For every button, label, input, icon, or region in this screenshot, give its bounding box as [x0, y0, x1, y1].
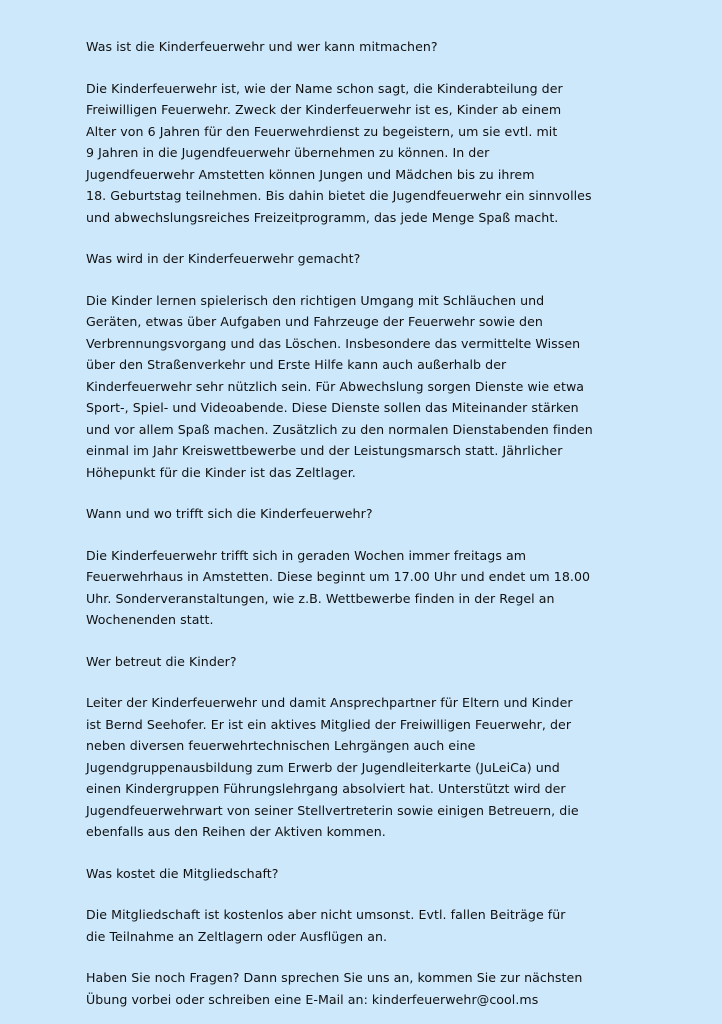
text-line: Sport-, Spiel- und Videoabende. Diese Dienste sollen das Miteinander stärken: [86, 400, 579, 415]
section-paragraph: [86, 967, 682, 1010]
section-question: [86, 503, 682, 525]
section-question: [86, 36, 682, 58]
text-line: Feuerwehrhaus in Amstetten. Diese beginnt um 17.00 Uhr und endet um 18.00: [86, 569, 591, 584]
section-question: [86, 863, 682, 885]
text-line: 9 Jahren in die Jugendfeuerwehr übernehmen zu können. In der: [86, 145, 490, 160]
text-line: die Teilnahme an Zeltlagern oder Ausflügen an.: [86, 928, 388, 944]
text-line: Was kostet die Mitgliedschaft?: [86, 865, 279, 881]
text-line: Die Kinderfeuerwehr trifft sich in geraden Wochen immer freitags am: [86, 547, 527, 563]
text-line: Verbrennungsvorgang und das Löschen. Insbesondere das vermittelte Wissen: [86, 335, 581, 351]
text-line: Uhr. Sonderveranstaltungen, wie z.B. Wettbewerbe finden in der Regel an: [86, 590, 555, 606]
text-line: 18. Geburtstag teilnehmen. Bis dahin bietet die Jugendfeuerwehr ein sinnvolles: [86, 188, 592, 203]
text-line: Höhepunkt für die Kinder ist das Zeltlager.: [86, 464, 356, 480]
text-line: und abwechslungsreiches Freizeitprogramm, das jede Menge Spaß macht.: [86, 209, 559, 225]
text-line: Übung vorbei oder schreiben eine E-Mail an: kinderfeuerwehr@cool.ms: [86, 991, 539, 1007]
text-line: Haben Sie noch Fragen? Dann sprechen Sie uns an, kommen Sie zur nächsten: [86, 970, 583, 985]
section-paragraph: [86, 904, 682, 947]
section-paragraph: [86, 692, 682, 843]
text-line: Die Mitgliedschaft ist kostenlos aber nicht umsonst. Evtl. fallen Beiträge für: [86, 907, 566, 922]
text-line: ist Bernd Seehofer. Er ist ein aktives Mitglied der Freiwilligen Feuerwehr, der: [86, 716, 572, 732]
text-line: Jugendfeuerwehr Amstetten können Jungen und Mädchen bis zu ihrem: [86, 166, 535, 182]
text-line: Wer betreut die Kinder?: [86, 653, 237, 669]
section-question: [86, 248, 682, 270]
text-line: Wochenenden statt.: [86, 612, 214, 627]
text-line: Was ist die Kinderfeuerwehr und wer kann mitmachen?: [86, 39, 438, 54]
text-line: Leiter der Kinderfeuerwehr und damit Ansprechpartner für Eltern und Kinder: [86, 695, 573, 710]
text-line: Kinderfeuerwehr sehr nützlich sein. Für Abwechslung sorgen Dienste wie etwa: [86, 378, 585, 394]
text-line: Was wird in der Kinderfeuerwehr gemacht?: [86, 251, 361, 266]
text-line: ebenfalls aus den Reihen der Aktiven kommen.: [86, 824, 386, 839]
text-line: Jugendfeuerwehrwart von seiner Stellvertreterin sowie einigen Betreuern, die: [86, 802, 579, 818]
text-line: Alter von 6 Jahren für den Feuerwehrdienst zu begeistern, um sie evtl. mit: [86, 123, 558, 139]
text-line: einen Kindergruppen Führungslehrgang absolviert hat. Unterstützt wird der: [86, 781, 566, 796]
text-line: und vor allem Spaß machen. Zusätzlich zu den normalen Dienstabenden finden: [86, 421, 593, 437]
text-line: Freiwilligen Feuerwehr. Zweck der Kinderfeuerwehr ist es, Kinder ab einem: [86, 102, 562, 117]
text-line: neben diversen feuerwehrtechnischen Lehrgängen auch eine: [86, 738, 476, 753]
section-paragraph: [86, 545, 682, 631]
text-line: einmal im Jahr Kreiswettbewerbe und der Leistungsmarsch statt. Jährlicher: [86, 443, 563, 458]
section-paragraph: [86, 78, 682, 229]
text-line: Geräten, etwas über Aufgaben und Fahrzeuge der Feuerwehr sowie den: [86, 314, 543, 329]
text-line: über den Straßenverkehr und Erste Hilfe kann auch außerhalb der: [86, 357, 507, 372]
text-line: Wann und wo trifft sich die Kinderfeuerwehr?: [86, 506, 373, 521]
text-line: Die Kinder lernen spielerisch den richtigen Umgang mit Schläuchen und: [86, 292, 545, 308]
section-question: [86, 651, 682, 673]
section-paragraph: [86, 290, 682, 484]
text-line: Die Kinderfeuerwehr ist, wie der Name schon sagt, die Kinderabteilung der: [86, 80, 563, 96]
text-line: Jugendgruppenausbildung zum Erwerb der Jugendleiterkarte (JuLeiCa) und: [86, 759, 560, 775]
